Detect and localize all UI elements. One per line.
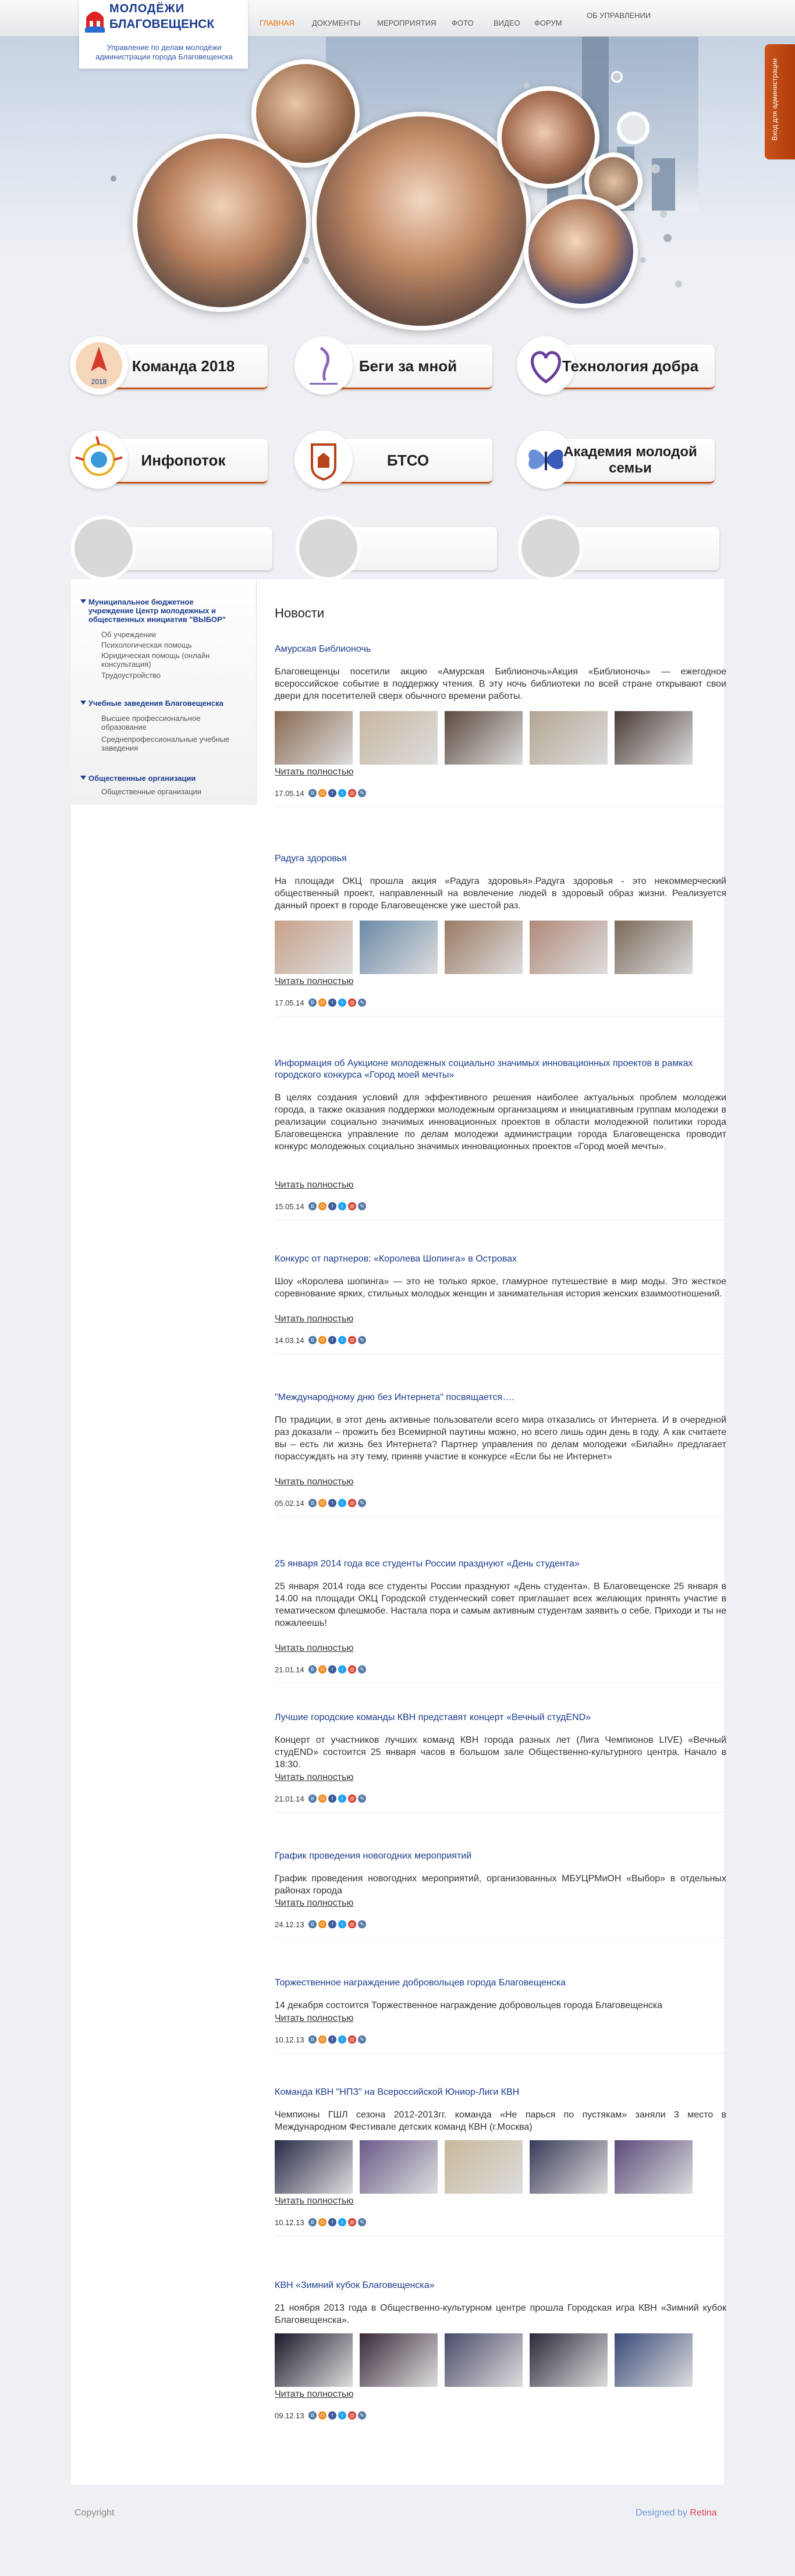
tile-label: Технология добра	[562, 357, 699, 375]
article-date: 10.12.13	[275, 2035, 304, 2044]
mailru-icon[interactable]: @	[348, 1202, 356, 1210]
article-divider	[275, 1516, 734, 1517]
read-more-link[interactable]: Читать полностью	[275, 2013, 354, 2023]
facebook-icon[interactable]: f	[328, 999, 336, 1007]
article-thumbnail[interactable]	[360, 921, 438, 974]
article-thumbnail[interactable]	[530, 2140, 608, 2194]
article-title[interactable]: Радуга здоровья	[275, 854, 347, 864]
twitter-icon[interactable]: t	[338, 2218, 346, 2226]
tile-infopotok[interactable]	[70, 431, 268, 489]
share-buttons	[308, 1498, 368, 1508]
article-title[interactable]: 25 января 2014 года все студенты России празднуют «День студента»	[275, 1559, 580, 1569]
read-more-link[interactable]: Читать полностью	[275, 1477, 354, 1487]
facebook-icon[interactable]: f	[328, 2035, 336, 2044]
hero-banner	[0, 36, 795, 339]
tile-label: Команда 2018	[132, 357, 235, 375]
nav-home[interactable]: ГЛАВНАЯ	[260, 19, 294, 27]
mailru-icon[interactable]: @	[348, 1336, 356, 1344]
article-thumbnail[interactable]	[530, 2333, 608, 2387]
placeholder-circle	[74, 519, 133, 577]
sidebar-heading-schools[interactable]: Учебные заведения Благовещенска	[88, 699, 240, 708]
article-thumbnail[interactable]	[275, 2333, 353, 2387]
article-text: Благовещенцы посетили акцию «Амурская Библионочь»Акция «Библионочь» — ежегодное всероссийское событие в поддержку чтения. В эту ночь библиотеки по всей стране открывают свои двери для посетителей сверх обычного времени работы.	[275, 667, 726, 701]
tile-label: БТСО	[386, 452, 430, 469]
odnoklassniki-icon[interactable]: О	[318, 999, 326, 1007]
odnoklassniki-icon[interactable]: О	[318, 1920, 326, 1928]
article-thumbnail[interactable]	[530, 921, 608, 974]
twitter-icon[interactable]: t	[338, 789, 346, 797]
livejournal-icon[interactable]: ✎	[358, 2035, 366, 2044]
mailru-icon[interactable]: @	[348, 1795, 356, 1803]
facebook-icon[interactable]: f	[328, 1665, 336, 1673]
article-date: 17.05.14	[275, 999, 304, 1007]
footer	[0, 2485, 795, 2576]
article-title[interactable]: Конкурс от партнеров: «Королева Шопинга» в Островах	[275, 1254, 517, 1264]
share-buttons	[308, 1793, 368, 1804]
read-more-link[interactable]: Читать полностью	[275, 1898, 354, 1908]
article-date: 10.12.13	[275, 2218, 304, 2227]
mailru-icon[interactable]: @	[348, 1665, 356, 1673]
livejournal-icon[interactable]: ✎	[358, 999, 366, 1007]
hero-photo-couple	[497, 86, 599, 189]
article-title[interactable]: Торжественное награждение добровольцев города Благовещенска	[275, 1978, 566, 1988]
article-date: 17.05.14	[275, 789, 304, 798]
article-thumbnail[interactable]	[275, 921, 353, 974]
mailru-icon[interactable]: @	[348, 2411, 356, 2419]
sidebar-item[interactable]: Среднепрофессиональные учебные заведения	[101, 735, 230, 752]
article-divider	[275, 1353, 734, 1354]
share-buttons	[308, 1201, 368, 1211]
article-date: 21.01.14	[275, 1665, 304, 1674]
site-logo[interactable]	[79, 0, 248, 69]
article-thumbnail[interactable]	[445, 711, 523, 765]
designed-by-label: Designed by	[636, 2508, 687, 2518]
livejournal-icon[interactable]: ✎	[358, 1499, 366, 1507]
share-buttons	[308, 2410, 368, 2421]
mailru-icon[interactable]: @	[348, 2218, 356, 2226]
article-text: В целях создания условий для эффективного решения наиболее актуальных проблем молодежи города, а также оказания поддержки молодежным организациям и инициативным группам молодежи в реализации социально значимых инновационных проектов в области молодежной политики города Благовещенска управление по делам молодежи администрации города Благовещенска проводит конкурс молодежных социально значимых инновационных проектов «Город моей мечты».	[275, 1093, 726, 1152]
copyright-text: Copyright	[74, 2508, 115, 2518]
vk-icon[interactable]: В	[308, 999, 317, 1007]
read-more-link[interactable]: Читать полностью	[275, 2389, 354, 2399]
logo-emblem-icon	[84, 3, 106, 35]
odnoklassniki-icon[interactable]: О	[318, 1499, 326, 1507]
article-text: Шоу «Королева шопинга» — это не только яркое, гламурное путешествие в мир моды. Это жесткое соревнование ярких, стильных молодых женщин и занимательная история женских взаимоотношений.	[275, 1277, 726, 1299]
article-title[interactable]: Лучшие городские команды КВН представят концерт «Вечный студEND»	[275, 1712, 591, 1722]
livejournal-icon[interactable]: ✎	[358, 789, 366, 797]
article-thumbnail[interactable]	[445, 921, 523, 974]
article-text: На площади ОКЦ прошла акция «Радуга здоровья».Радуга здоровья - это некоммерческий общественный проект, направленный на вовлечение людей в здоровый образ жизни. Реализуется данный проект в городе Благовещенске уже шестой раз.	[275, 876, 726, 911]
article-title[interactable]: Амурская Библионочь	[275, 644, 371, 654]
tile-label: Беги за мной	[359, 357, 457, 375]
article-title[interactable]: КВН «Зимний кубок Благовещенска»	[275, 2280, 435, 2290]
tile-label: Инфопоток	[141, 452, 226, 469]
vk-icon[interactable]: В	[308, 1499, 317, 1507]
livejournal-icon[interactable]: ✎	[358, 2411, 366, 2419]
article-gallery	[275, 2140, 700, 2194]
sidebar-heading-organizations[interactable]: Общественные организации	[88, 774, 240, 783]
sidebar-item[interactable]: Юридическая помощь (онлайн консультация)	[101, 651, 210, 669]
article-date: 21.01.14	[275, 1795, 304, 1803]
article-date: 05.02.14	[275, 1499, 304, 1508]
vk-icon[interactable]: В	[308, 2411, 317, 2419]
vk-icon[interactable]: В	[308, 2035, 317, 2044]
share-buttons	[308, 788, 368, 798]
article-thumbnail[interactable]	[615, 2140, 693, 2194]
vk-icon[interactable]: В	[308, 1920, 317, 1928]
article-gallery	[275, 921, 700, 974]
facebook-icon[interactable]: f	[328, 1920, 336, 1928]
facebook-icon[interactable]: f	[328, 2411, 336, 2419]
nav-documents[interactable]: ДОКУМЕНТЫ	[312, 19, 361, 27]
article-thumbnail[interactable]	[445, 2140, 523, 2194]
twitter-icon[interactable]: t	[338, 1920, 346, 1928]
tile-btso[interactable]	[294, 431, 492, 489]
nav-photo[interactable]: ФОТО	[452, 19, 474, 27]
logo-subtitle: Управление по делам молодёжи администрации города Благовещенска	[95, 43, 233, 61]
article-divider	[275, 1016, 734, 1017]
read-more-link[interactable]: Читать полностью	[275, 767, 354, 777]
twitter-icon[interactable]: t	[338, 2035, 346, 2044]
article-divider	[275, 1812, 734, 1813]
read-more-link[interactable]: Читать полностью	[275, 1643, 354, 1653]
article-gallery	[275, 711, 700, 765]
svg-text:2018: 2018	[91, 378, 107, 386]
mailru-icon[interactable]: @	[348, 789, 356, 797]
vk-icon[interactable]: В	[308, 2218, 317, 2226]
tile-begi-za-mnoy[interactable]	[294, 336, 492, 395]
read-more-link[interactable]: Читать полностью	[275, 2196, 354, 2206]
vk-icon[interactable]: В	[308, 1336, 317, 1344]
placeholder-circle	[299, 519, 357, 577]
sidebar-item[interactable]: Трудоустройство	[101, 671, 161, 680]
read-more-link[interactable]: Читать полностью	[275, 1772, 354, 1782]
twitter-icon[interactable]: t	[338, 1202, 346, 1210]
logo-title-line1: МОЛОДЁЖИ	[109, 2, 185, 15]
nav-events[interactable]: МЕРОПРИЯТИЯ	[377, 19, 436, 27]
vk-icon[interactable]: В	[308, 1202, 317, 1210]
article-text: По традиции, в этот день активные пользователи всего мира отказались от Интернета. И в очередной раз доказали – прожить без Всемирной паутины можно, но всего лишь один день в году. А как считаете вы – есть ли жизнь без Интернета? Партнер управления по делам молодежи «Билайн» предлагает порассуждать на эту тему, приняв участие в конкурсе «Если бы не Интернет»	[275, 1415, 726, 1462]
content-wrapper	[71, 579, 724, 2485]
article-thumbnail[interactable]	[275, 2140, 353, 2194]
article-divider	[275, 806, 734, 807]
article-text: Чемпионы ГШЛ сезона 2012-2013гг. команда «Не парься по пустякам» заняли 3 место в Международном Фестивале детских команд КВН (г.Москва)	[275, 2110, 726, 2132]
share-buttons	[308, 997, 368, 1008]
share-buttons	[308, 1335, 368, 1345]
article-date: 24.12.13	[275, 1920, 304, 1929]
livejournal-icon[interactable]: ✎	[358, 1665, 366, 1673]
livejournal-icon[interactable]: ✎	[358, 1336, 366, 1344]
article-text: 25 января 2014 года все студенты России празднуют «День студента». В Благовещенске 25 января в 14.00 на площади ОКЦ Городской студенческий совет приглашает всех желающих принять участие в тематическом флешмобе. Настала пора и самым активным студентам заявить о себе. Приходи и ты не пожалеешь!	[275, 1582, 726, 1628]
tile-akademiya-semi[interactable]	[517, 431, 715, 489]
facebook-icon[interactable]: f	[328, 1499, 336, 1507]
tile-empty-1[interactable]	[74, 519, 272, 577]
article-thumbnail[interactable]	[615, 921, 693, 974]
odnoklassniki-icon[interactable]: О	[318, 1202, 326, 1210]
livejournal-icon[interactable]: ✎	[358, 1202, 366, 1210]
read-more-link[interactable]: Читать полностью	[275, 1314, 354, 1324]
article-thumbnail[interactable]	[360, 711, 438, 765]
facebook-icon[interactable]: f	[328, 1795, 336, 1803]
sidebar-heading-vybor[interactable]: Муниципальное бюджетное учреждение Центр молодежных и общественных инициатив "ВЫБОР"	[88, 598, 240, 624]
tile-komanda-2018[interactable]	[70, 336, 268, 395]
twitter-icon[interactable]: t	[338, 1336, 346, 1344]
twitter-icon[interactable]: t	[338, 1665, 346, 1673]
article-text: Концерт от участников лучших команд КВН города разных лет (Лига Чемпионов LIVE) «Вечный студEND» состоится 25 января часов в большом зале Общественно-культурного центра. Начало в 18:30.	[275, 1735, 726, 1770]
admin-login-label: Вход для администрации	[771, 58, 779, 141]
article-thumbnail[interactable]	[615, 711, 693, 765]
article-thumbnail[interactable]	[530, 711, 608, 765]
article-thumbnail[interactable]	[275, 711, 353, 765]
facebook-icon[interactable]: f	[328, 789, 336, 797]
facebook-icon[interactable]: f	[328, 2218, 336, 2226]
designer-credit[interactable]	[636, 2508, 717, 2518]
vk-icon[interactable]: В	[308, 1665, 317, 1673]
article-text: 21 ноября 2013 года в Общественно-культурном центре прошла Городская игра КВН «Зимний кубок Благовещенска».	[275, 2303, 726, 2325]
nav-video[interactable]: ВИДЕО	[494, 19, 520, 27]
sidebar-item[interactable]: Психологическая помощь	[101, 641, 192, 649]
article-date: 09.12.13	[275, 2411, 304, 2420]
designer-name: Retina	[690, 2508, 717, 2518]
facebook-icon[interactable]: f	[328, 1336, 336, 1344]
article-thumbnail[interactable]	[445, 2333, 523, 2387]
hero-photo-girl	[133, 134, 311, 312]
vk-icon[interactable]: В	[308, 1795, 317, 1803]
twitter-icon[interactable]: t	[338, 2411, 346, 2419]
mailru-icon[interactable]: @	[348, 1499, 356, 1507]
facebook-icon[interactable]: f	[328, 1202, 336, 1210]
article-thumbnail[interactable]	[360, 2140, 438, 2194]
livejournal-icon[interactable]: ✎	[358, 1795, 366, 1803]
vk-icon[interactable]: В	[308, 789, 317, 797]
sidebar	[71, 579, 257, 805]
mailru-icon[interactable]: @	[348, 1920, 356, 1928]
sidebar-item[interactable]: Высшее профессиональное образование	[101, 714, 201, 731]
admin-login-tab[interactable]	[765, 44, 795, 159]
odnoklassniki-icon[interactable]: О	[318, 1336, 326, 1344]
twitter-icon[interactable]: t	[338, 1499, 346, 1507]
livejournal-icon[interactable]: ✎	[358, 1920, 366, 1928]
share-buttons	[308, 1919, 368, 1930]
logo-title-line2: БЛАГОВЕЩЕНСК	[109, 17, 215, 31]
twitter-icon[interactable]: t	[338, 999, 346, 1007]
tile-empty-3[interactable]	[521, 519, 719, 577]
read-more-link[interactable]: Читать полностью	[275, 1180, 354, 1190]
article-title[interactable]: Информация об Аукционе молодежных социально значимых инновационных проектов в рамках городского конкурса «Город моей мечты»	[275, 1058, 693, 1080]
odnoklassniki-icon[interactable]: О	[318, 1795, 326, 1803]
article-date: 15.05.14	[275, 1202, 304, 1211]
news-heading: Новости	[275, 606, 325, 620]
livejournal-icon[interactable]: ✎	[358, 2218, 366, 2226]
odnoklassniki-icon[interactable]: О	[318, 789, 326, 797]
tile-label: Академия молодой семьи	[563, 444, 697, 476]
article-gallery	[275, 2333, 700, 2387]
sidebar-item[interactable]: Общественные организации	[101, 787, 202, 796]
nav-about[interactable]: ОБ УПРАВЛЕНИИ	[587, 11, 651, 20]
tile-empty-2[interactable]	[299, 519, 497, 577]
mailru-icon[interactable]: @	[348, 999, 356, 1007]
odnoklassniki-icon[interactable]: О	[318, 2035, 326, 2044]
odnoklassniki-icon[interactable]: О	[318, 1665, 326, 1673]
share-buttons	[308, 2217, 368, 2227]
tile-tekhnologiya-dobra[interactable]	[517, 336, 715, 395]
sidebar-item[interactable]: Об учреждении	[101, 630, 156, 639]
mailru-icon[interactable]: @	[348, 2035, 356, 2044]
nav-forum[interactable]: ФОРУМ	[534, 19, 562, 27]
placeholder-circle	[521, 519, 580, 577]
share-buttons	[308, 1664, 368, 1675]
article-date: 14.03.14	[275, 1336, 304, 1345]
article-text: 14 декабря состоится Торжественное награждение добровольцев города Благовещенска	[275, 2001, 663, 2010]
odnoklassniki-icon[interactable]: О	[318, 2411, 326, 2419]
article-title[interactable]: "Международному дню без Интернета" посвящается….	[275, 1392, 514, 1402]
share-buttons	[308, 2034, 368, 2045]
article-text: График проведения новогодних мероприятий, организованных МБУЦРМиОН «Выбор» в отдельных районах города	[275, 1874, 726, 1896]
article-title[interactable]: Команда КВН "НПЗ" на Всероссийской Юниор-Лиги КВН	[275, 2087, 520, 2097]
article-title[interactable]: График проведения новогодних мероприятий	[275, 1851, 472, 1861]
article-thumbnail[interactable]	[615, 2333, 693, 2387]
article-thumbnail[interactable]	[360, 2333, 438, 2387]
read-more-link[interactable]: Читать полностью	[275, 976, 354, 986]
hero-photo-students	[524, 194, 638, 308]
odnoklassniki-icon[interactable]: О	[318, 2218, 326, 2226]
twitter-icon[interactable]: t	[338, 1795, 346, 1803]
